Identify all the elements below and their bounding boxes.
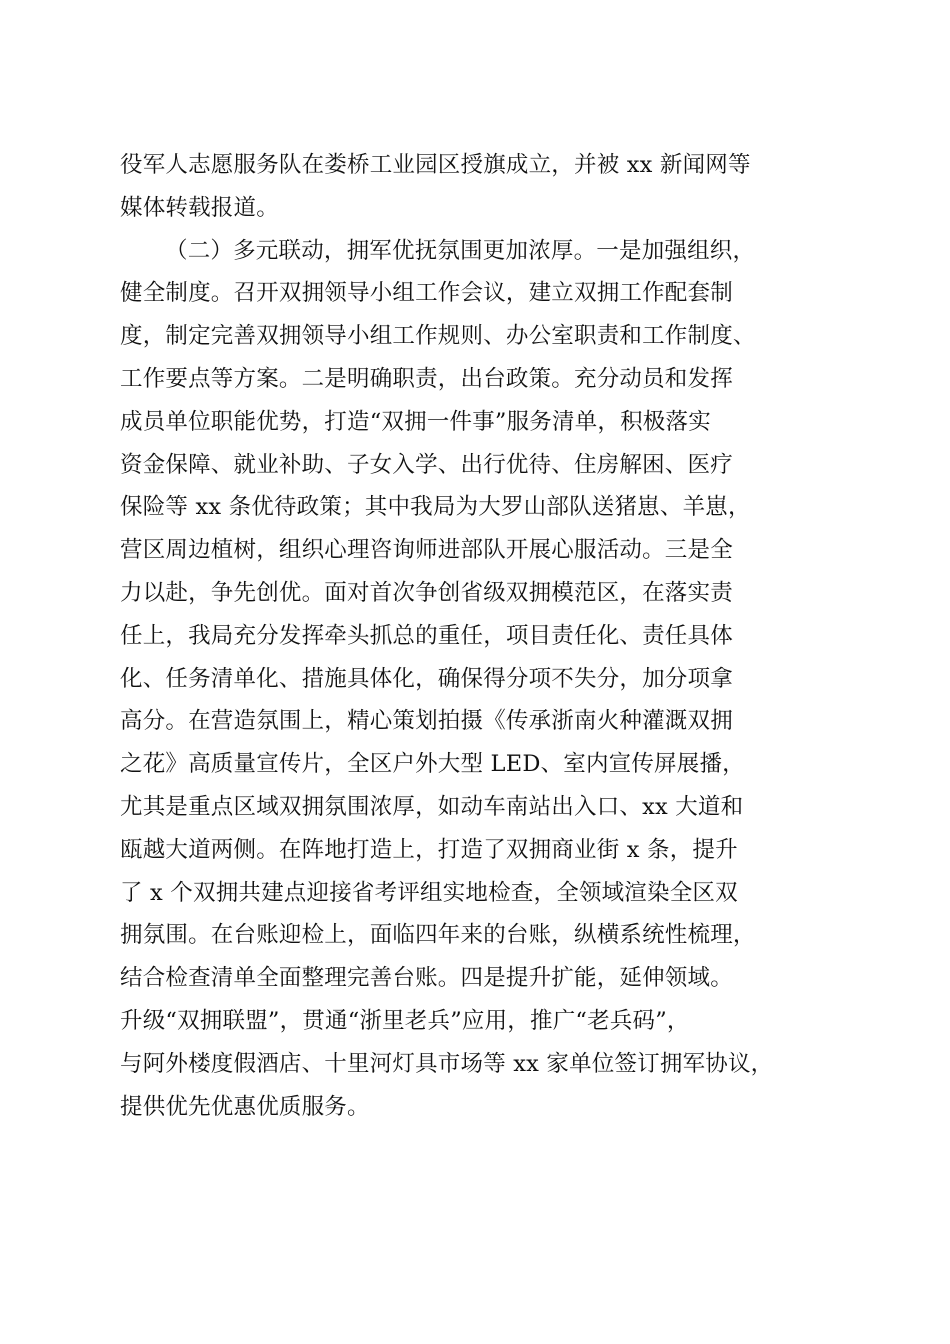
text-line: 拥氛围。在台账迎检上，面临四年来的台账，纵横系统性梳理， [120, 922, 756, 949]
text-line: 化、任务清单化、措施具体化，确保得分项不失分，加分项拿 [120, 665, 733, 692]
text-line: 保险等 xx 条优待政策；其中我局为大罗山部队送猪崽、羊崽， [120, 494, 751, 521]
text-line: 高分。在营造氛围上，精心策划拍摄《传承浙南火种灌溉双拥 [120, 708, 733, 735]
text-line: 力以赴，争先创优。面对首次争创省级双拥模范区，在落实责 [120, 579, 733, 606]
text-line: 营区周边植树，组织心理咨询师进部队开展心服活动。三是全 [120, 537, 733, 564]
text-line: 健全制度。召开双拥领导小组工作会议，建立双拥工作配套制 [120, 280, 733, 307]
text-line: 成员单位职能优势，打造“双拥一件事”服务清单，积极落实 [120, 408, 711, 435]
text-line: 与阿外楼度假酒店、十里河灯具市场等 xx 家单位签订拥军协议， [120, 1050, 774, 1077]
text-line: 资金保障、就业补助、子女入学、出行优待、住房解困、医疗 [120, 451, 733, 478]
text-line: 尤其是重点区域双拥氛围浓厚，如动车南站出入口、xx 大道和 [120, 793, 744, 820]
text-line: 了 x 个双拥共建点迎接省考评组实地检查，全领域渲染全区双 [120, 879, 738, 906]
text-line: 之花》高质量宣传片，全区户外大型 LED、室内宣传屏展播， [120, 751, 745, 778]
text-line: 结合检查清单全面整理完善台账。四是提升扩能，延伸领域。 [120, 965, 733, 992]
text-line: 升级“双拥联盟”，贯通“浙里老兵”应用，推广“老兵码”， [120, 1007, 690, 1034]
section-heading-line: （二）多元联动，拥军优抚氛围更加浓厚。一是加强组织， [165, 237, 756, 264]
text-line: 媒体转载报道。 [120, 194, 279, 221]
text-line: 任上，我局充分发挥牵头抓总的重任，项目责任化、责任具体 [120, 622, 733, 649]
text-line: 工作要点等方案。二是明确职责，出台政策。充分动员和发挥 [120, 365, 733, 392]
document-body [120, 144, 835, 1128]
text-line: 提供优先优惠优质服务。 [120, 1093, 370, 1120]
text-line: 役军人志愿服务队在娄桥工业园区授旗成立，并被 xx 新闻网等 [120, 152, 751, 178]
paragraph-2 [120, 230, 835, 1129]
text-line: 瓯越大道两侧。在阵地打造上，打造了双拥商业街 x 条，提升 [120, 836, 738, 863]
text-line: 度，制定完善双拥领导小组工作规则、办公室职责和工作制度、 [120, 323, 756, 350]
paragraph-1 [120, 144, 835, 230]
